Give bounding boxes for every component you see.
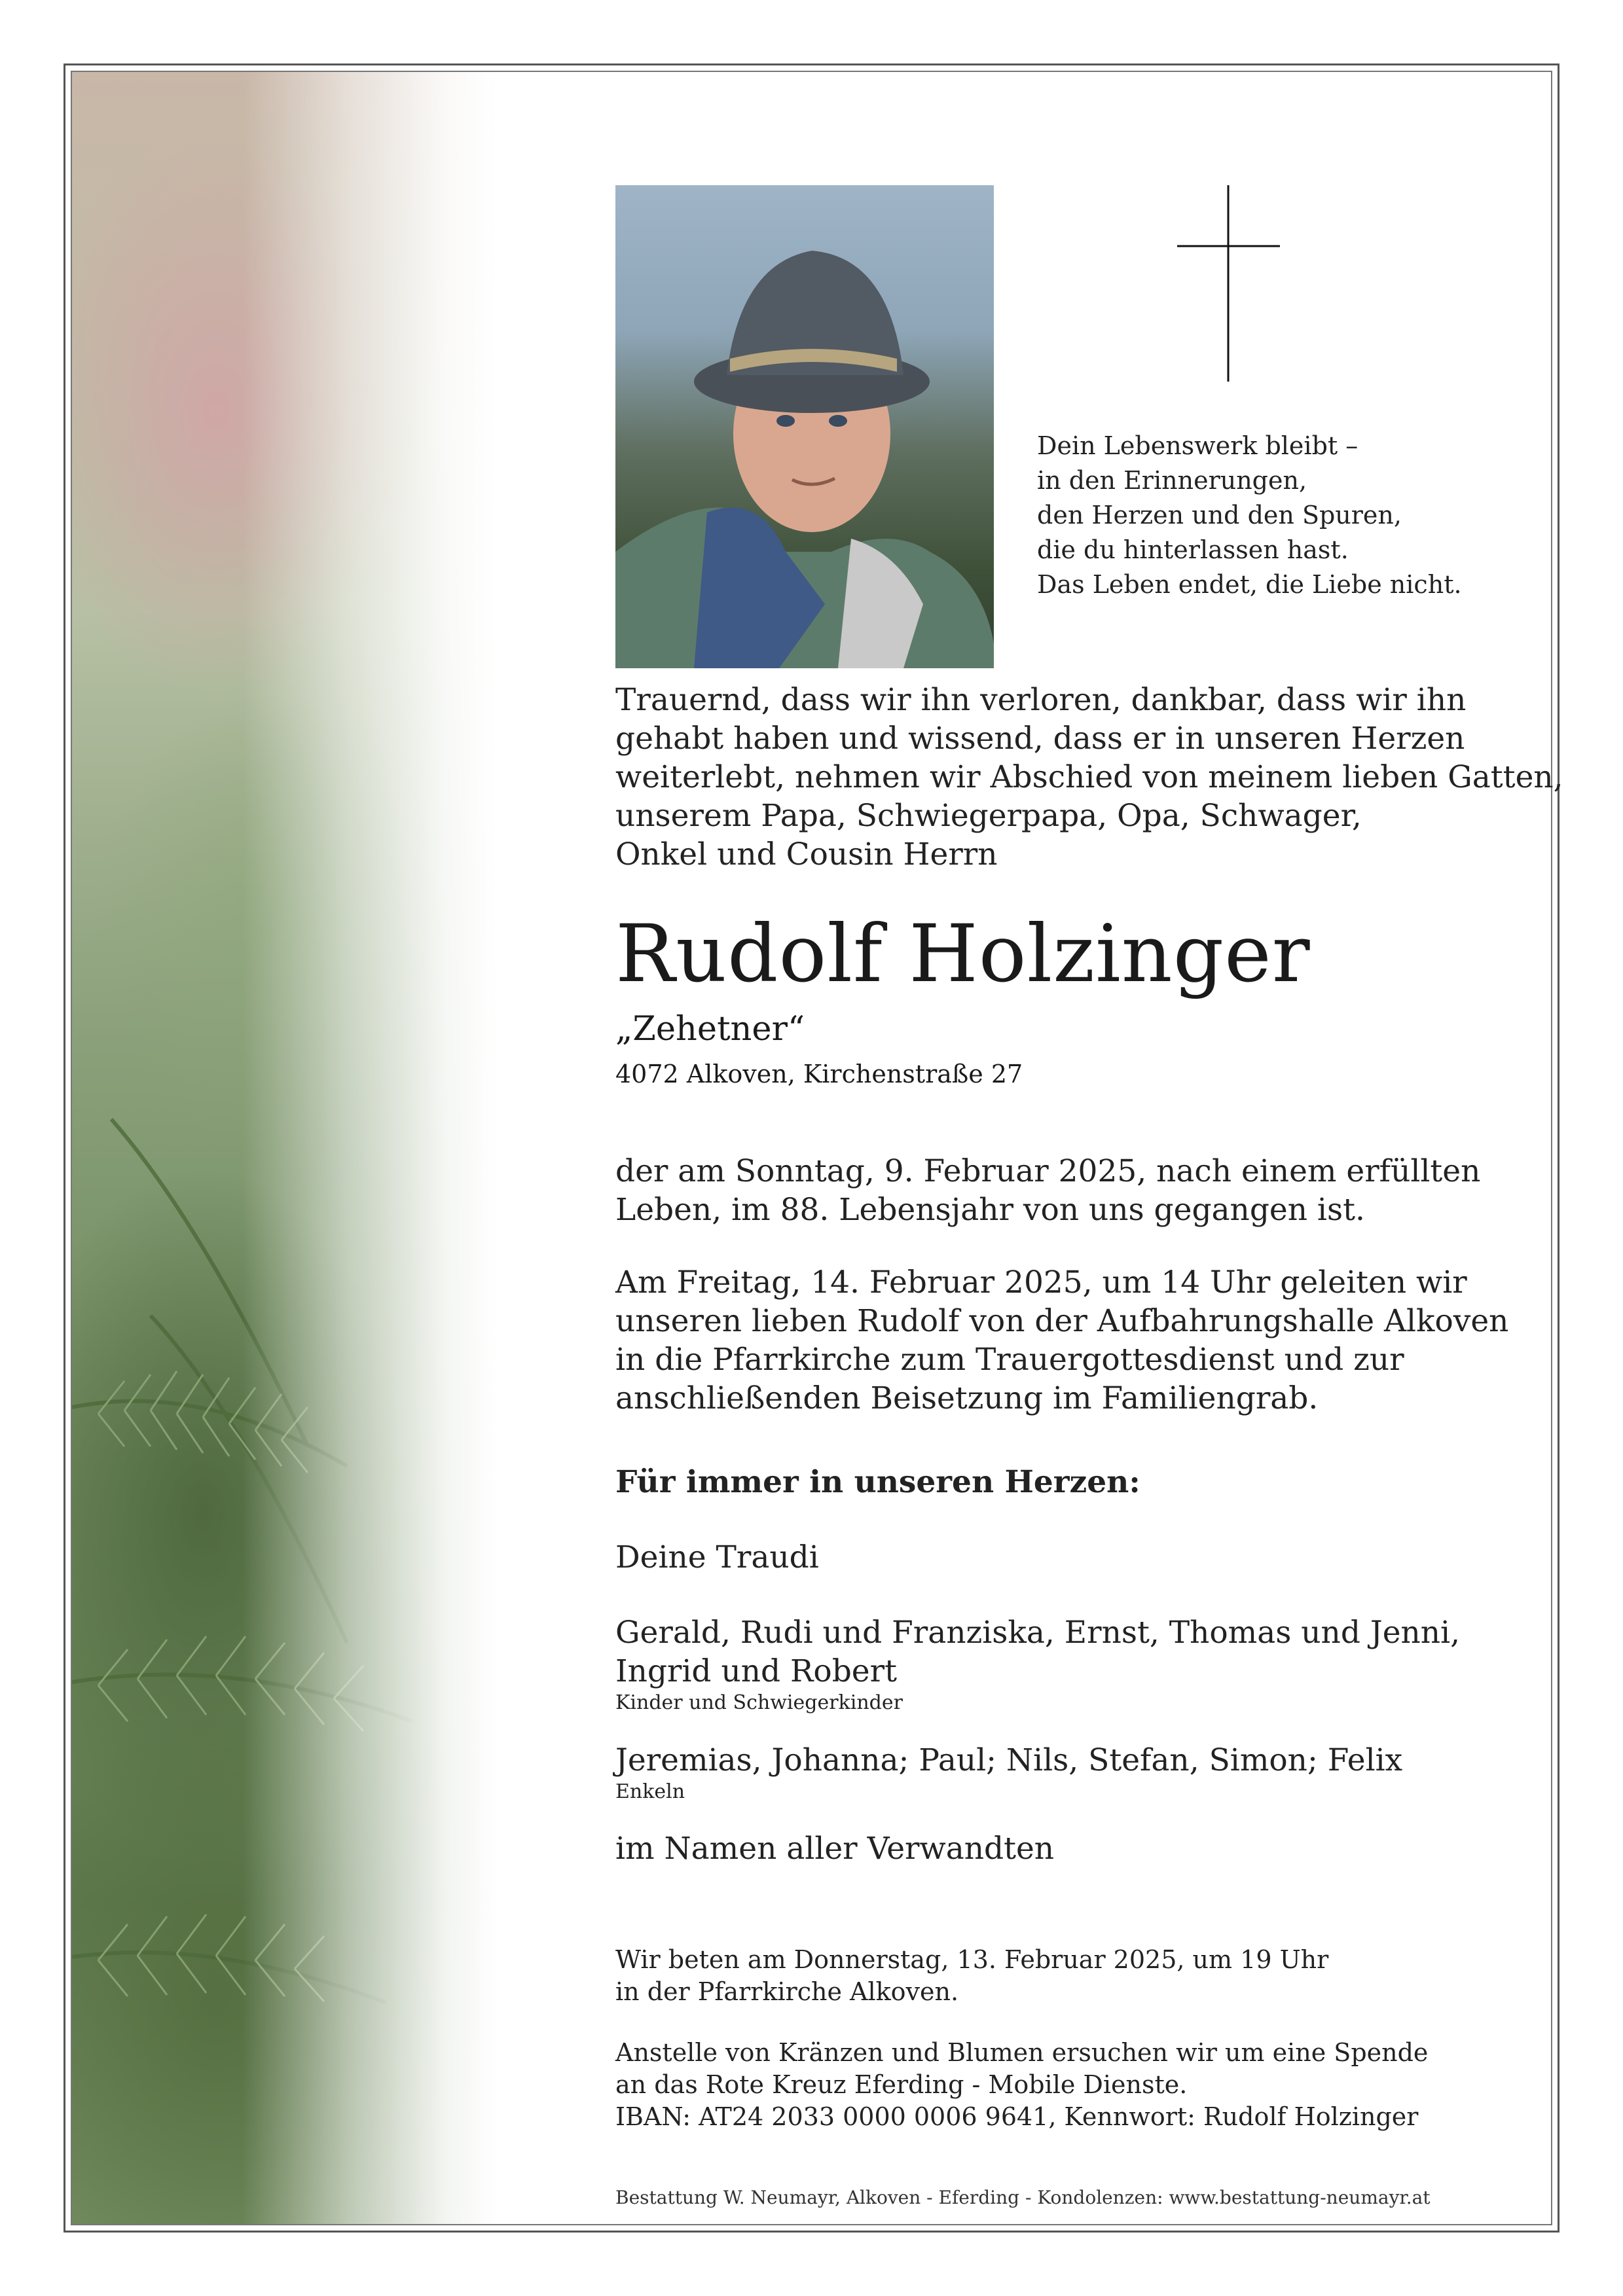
deceased-nickname: „Zehetner“ [615,1010,805,1049]
deceased-name: Rudolf Holzinger [615,908,1311,1000]
funeral-notice [615,1263,1532,1418]
funeral-line: in die Pfarrkirche zum Trauergottesdienst und zur [615,1342,1404,1378]
poem-line: in den Erinnerungen, [1037,466,1307,495]
funeral-line: unseren lieben Rudolf von der Aufbahrungshalle Alkoven [615,1303,1509,1339]
intro-line: gehabt haben und wissend, dass er in unseren Herzen [615,721,1465,757]
memorial-poem [1037,429,1508,602]
portrait-photo [615,185,994,668]
poem-line: Das Leben endet, die Liebe nicht. [1037,570,1462,599]
intro-line: weiterlebt, nehmen wir Abschied von meinem lieben Gatten, [615,759,1563,795]
grandchildren-line: Jeremias, Johanna; Paul; Nils, Stefan, Simon; Felix [615,1742,1403,1778]
intro-text [615,681,1563,874]
prayer-line: Wir beten am Donnerstag, 13. Februar 2025, um 19 Uhr [615,1945,1329,1974]
death-notice-line: der am Sonntag, 9. Februar 2025, nach einem erfüllten [615,1153,1481,1189]
donation-line: an das Rote Kreuz Eferding - Mobile Dienste. [615,2070,1188,2099]
relatives-line: im Namen aller Verwandten [615,1831,1055,1867]
mourners-heading: Für immer in unseren Herzen: [615,1464,1140,1500]
prayer-line: in der Pfarrkirche Alkoven. [615,1977,959,2006]
image-fade-overlay [72,72,498,2224]
donation-line: IBAN: AT24 2033 0000 0006 9641, Kennwort: Rudolf Holzinger [615,2102,1419,2131]
poem-line: Dein Lebenswerk bleibt – [1037,431,1359,460]
grandchildren-list [615,1741,1532,1804]
children-line: Ingrid und Robert [615,1653,897,1689]
intro-line: unserem Papa, Schwiegerpapa, Opa, Schwager, [615,798,1362,834]
funeral-line: anschließenden Beisetzung im Familiengrab. [615,1380,1319,1416]
funeral-home-footer: Bestattung W. Neumayr, Alkoven - Eferding - Kondolenzen: www.bestattung-neumayr.at [615,2187,1431,2208]
death-notice [615,1152,1532,1229]
children-list [615,1613,1532,1715]
donation-notice [615,2037,1532,2133]
grandchildren-caption: Enkeln [615,1780,685,1803]
poem-line: den Herzen und den Spuren, [1037,501,1402,529]
death-notice-line: Leben, im 88. Lebensjahr von uns gegangen ist. [615,1192,1365,1228]
intro-line: Onkel und Cousin Herrn [615,836,998,872]
funeral-line: Am Freitag, 14. Februar 2025, um 14 Uhr geleiten wir [615,1265,1467,1300]
children-caption: Kinder und Schwiegerkinder [615,1691,903,1714]
donation-line: Anstelle von Kränzen und Blumen ersuchen wir um eine Spende [615,2038,1429,2067]
cross-icon [1177,185,1280,382]
poem-line: die du hinterlassen hast. [1037,535,1349,564]
deceased-address: 4072 Alkoven, Kirchenstraße 27 [615,1060,1023,1088]
children-line: Gerald, Rudi und Franziska, Ernst, Thomas und Jenni, [615,1615,1461,1651]
intro-line: Trauernd, dass wir ihn verloren, dankbar, dass wir ihn [615,682,1467,718]
spouse-name: Deine Traudi [615,1539,819,1575]
prayer-notice [615,1944,1532,2008]
